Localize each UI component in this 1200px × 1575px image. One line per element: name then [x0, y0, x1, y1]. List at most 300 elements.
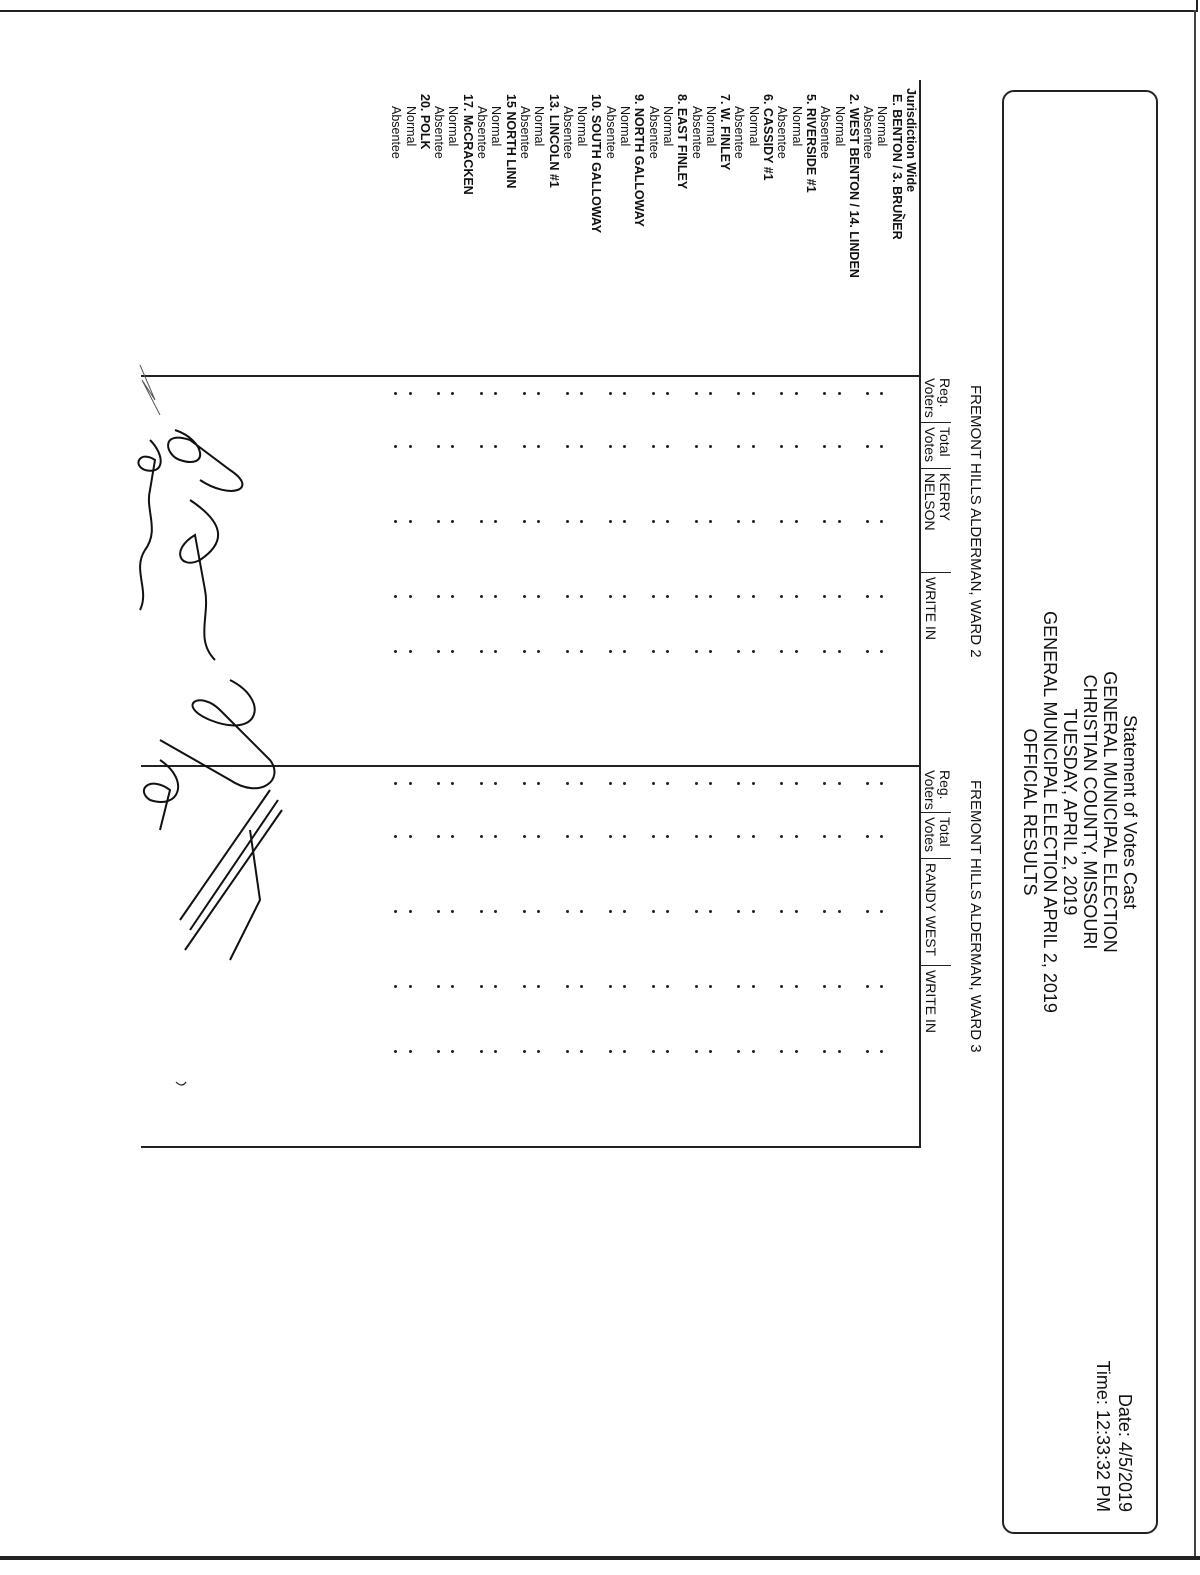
empty-value-dot — [452, 595, 455, 598]
dot-row — [475, 60, 489, 1560]
vote-type-row: Absentee — [389, 106, 404, 159]
dot-row — [904, 60, 918, 1560]
empty-value-dot — [437, 520, 440, 523]
empty-value-dot — [480, 520, 483, 523]
column-header-write-in: WRITE IN — [923, 970, 939, 1033]
empty-value-dot — [823, 650, 826, 653]
empty-value-dot — [752, 835, 755, 838]
empty-value-dot — [452, 392, 455, 395]
empty-value-dot — [795, 392, 798, 395]
empty-value-dot — [409, 985, 412, 988]
empty-value-dot — [737, 595, 740, 598]
empty-value-dot — [580, 392, 583, 395]
empty-value-dot — [838, 782, 841, 785]
empty-value-dot — [780, 910, 783, 913]
empty-value-dot — [480, 650, 483, 653]
empty-value-dot — [823, 1050, 826, 1053]
empty-value-dot — [666, 650, 669, 653]
empty-value-dot — [480, 595, 483, 598]
empty-value-dot — [737, 445, 740, 448]
empty-value-dot — [394, 782, 397, 785]
column-separator — [921, 468, 951, 469]
vote-type-row: Normal — [660, 106, 675, 147]
empty-value-dot — [666, 835, 669, 838]
empty-value-dot — [866, 835, 869, 838]
dot-row — [746, 60, 760, 1560]
empty-value-dot — [394, 520, 397, 523]
dot-row — [775, 60, 789, 1560]
empty-value-dot — [609, 835, 612, 838]
empty-value-dot — [866, 392, 869, 395]
empty-value-dot — [409, 782, 412, 785]
empty-value-dot — [652, 595, 655, 598]
empty-value-dot — [780, 985, 783, 988]
empty-value-dot — [780, 595, 783, 598]
report-date: Date: 4/5/2019 — [1115, 1393, 1135, 1512]
vote-type-row: Normal — [532, 106, 547, 147]
report-sheet — [135, 60, 1170, 1560]
empty-value-dot — [780, 392, 783, 395]
empty-value-dot — [838, 1050, 841, 1053]
empty-value-dot — [394, 910, 397, 913]
vote-type-row: Normal — [403, 106, 418, 147]
empty-value-dot — [695, 650, 698, 653]
empty-value-dot — [480, 782, 483, 785]
empty-value-dot — [452, 445, 455, 448]
column-header-reg-voters: Reg. Voters — [922, 378, 953, 418]
empty-value-dot — [795, 1050, 798, 1053]
empty-value-dot — [437, 835, 440, 838]
empty-value-dot — [652, 445, 655, 448]
vote-type-row: Absentee — [775, 106, 790, 159]
empty-value-dot — [494, 520, 497, 523]
empty-value-dot — [566, 835, 569, 838]
empty-value-dot — [609, 392, 612, 395]
dot-row — [761, 60, 775, 1560]
empty-value-dot — [709, 910, 712, 913]
vote-type-row: Normal — [703, 106, 718, 147]
empty-value-dot — [695, 782, 698, 785]
empty-value-dot — [580, 520, 583, 523]
empty-value-dot — [437, 392, 440, 395]
jurisdiction-row: 8. EAST FINLEY — [675, 94, 690, 190]
empty-value-dot — [695, 445, 698, 448]
empty-value-dot — [566, 595, 569, 598]
empty-value-dot — [795, 910, 798, 913]
empty-value-dot — [880, 595, 883, 598]
empty-value-dot — [880, 445, 883, 448]
empty-value-dot — [795, 650, 798, 653]
dot-row — [732, 60, 746, 1560]
empty-value-dot — [709, 985, 712, 988]
dot-row — [603, 60, 617, 1560]
vote-type-row: Absentee — [646, 106, 661, 159]
empty-value-dot — [394, 392, 397, 395]
empty-value-dot — [609, 650, 612, 653]
empty-value-dot — [780, 650, 783, 653]
empty-value-dot — [523, 392, 526, 395]
empty-value-dot — [566, 782, 569, 785]
empty-value-dot — [737, 1050, 740, 1053]
dot-row — [546, 60, 560, 1560]
empty-value-dot — [480, 910, 483, 913]
empty-value-dot — [709, 835, 712, 838]
empty-value-dot — [709, 595, 712, 598]
empty-value-dot — [737, 910, 740, 913]
column-separator — [921, 812, 951, 813]
dot-row — [432, 60, 446, 1560]
empty-value-dot — [838, 392, 841, 395]
empty-value-dot — [880, 392, 883, 395]
empty-value-dot — [409, 1050, 412, 1053]
empty-value-dot — [623, 445, 626, 448]
dot-row — [889, 60, 903, 1560]
empty-value-dot — [695, 985, 698, 988]
report-time: Time: 12:33:32 PM — [1093, 1360, 1113, 1512]
empty-value-dot — [709, 445, 712, 448]
empty-value-dot — [437, 1050, 440, 1053]
vote-type-row: Absentee — [689, 106, 704, 159]
empty-value-dot — [537, 650, 540, 653]
empty-value-dot — [780, 782, 783, 785]
empty-value-dot — [494, 445, 497, 448]
empty-value-dot — [452, 520, 455, 523]
vote-type-row: Normal — [875, 106, 890, 147]
empty-value-dot — [866, 520, 869, 523]
empty-value-dot — [652, 985, 655, 988]
dot-row — [875, 60, 889, 1560]
empty-value-dot — [394, 595, 397, 598]
empty-value-dot — [537, 910, 540, 913]
empty-value-dot — [437, 910, 440, 913]
vote-type-row: Normal — [489, 106, 504, 147]
empty-value-dot — [695, 835, 698, 838]
dot-row — [718, 60, 732, 1560]
jurisdiction-row: 10. SOUTH GALLOWAY — [589, 94, 604, 234]
empty-value-dot — [838, 910, 841, 913]
race-title-ward-3: FREMONT HILLS ALDERMAN, WARD 3 — [967, 780, 984, 1053]
empty-value-dot — [866, 445, 869, 448]
dot-row — [704, 60, 718, 1560]
empty-value-dot — [866, 1050, 869, 1053]
jurisdiction-row: 13. LINCOLN #1 — [546, 94, 561, 188]
empty-value-dot — [880, 782, 883, 785]
dot-row — [575, 60, 589, 1560]
empty-value-dot — [609, 520, 612, 523]
dot-row — [389, 60, 403, 1560]
jurisdiction-row: 5. RIVERSIDE #1 — [803, 94, 818, 193]
empty-value-dot — [566, 520, 569, 523]
vote-type-row: Absentee — [475, 106, 490, 159]
empty-value-dot — [494, 782, 497, 785]
empty-value-dot — [823, 392, 826, 395]
empty-value-dot — [838, 650, 841, 653]
empty-value-dot — [709, 520, 712, 523]
empty-value-dot — [838, 985, 841, 988]
empty-value-dot — [452, 985, 455, 988]
dot-row — [818, 60, 832, 1560]
empty-value-dot — [709, 782, 712, 785]
jurisdiction-row: 7. W. FINLEY — [718, 94, 733, 171]
column-header-total-votes: Total Votes — [922, 427, 953, 463]
jurisdiction-row: 17. McCRACKEN — [460, 94, 475, 195]
vote-count-grid — [389, 60, 918, 1560]
dot-row — [661, 60, 675, 1560]
empty-value-dot — [795, 782, 798, 785]
report-title — [1020, 592, 1140, 1032]
dot-row — [804, 60, 818, 1560]
empty-value-dot — [695, 1050, 698, 1053]
empty-value-dot — [409, 910, 412, 913]
empty-value-dot — [609, 595, 612, 598]
empty-value-dot — [838, 595, 841, 598]
vote-type-row: Absentee — [861, 106, 876, 159]
empty-value-dot — [452, 910, 455, 913]
empty-value-dot — [780, 1050, 783, 1053]
empty-value-dot — [494, 835, 497, 838]
empty-value-dot — [523, 520, 526, 523]
empty-value-dot — [709, 650, 712, 653]
empty-value-dot — [666, 445, 669, 448]
empty-value-dot — [523, 910, 526, 913]
dot-row — [632, 60, 646, 1560]
empty-value-dot — [452, 835, 455, 838]
title-line: GENERAL MUNICIPAL ELECTION APRIL 2, 2019 — [1040, 611, 1060, 1013]
empty-value-dot — [652, 520, 655, 523]
empty-value-dot — [580, 650, 583, 653]
empty-value-dot — [580, 835, 583, 838]
empty-value-dot — [580, 782, 583, 785]
empty-value-dot — [695, 392, 698, 395]
empty-value-dot — [437, 985, 440, 988]
empty-value-dot — [780, 445, 783, 448]
empty-value-dot — [666, 595, 669, 598]
dot-row — [589, 60, 603, 1560]
empty-value-dot — [394, 835, 397, 838]
dot-row — [832, 60, 846, 1560]
title-line: Statement of Votes Cast — [1120, 714, 1140, 910]
stray-mark — [174, 1080, 188, 1090]
empty-value-dot — [752, 910, 755, 913]
dot-row — [689, 60, 703, 1560]
dot-row — [518, 60, 532, 1560]
empty-value-dot — [480, 985, 483, 988]
dot-row — [561, 60, 575, 1560]
empty-value-dot — [838, 835, 841, 838]
empty-value-dot — [623, 1050, 626, 1053]
dot-row — [461, 60, 475, 1560]
column-header-write-in: WRITE IN — [923, 577, 939, 640]
empty-value-dot — [652, 392, 655, 395]
empty-value-dot — [609, 910, 612, 913]
jurisdiction-row: 2. WEST BENTON / 14. LINDEN — [846, 94, 861, 278]
column-separator — [921, 572, 951, 573]
empty-value-dot — [838, 520, 841, 523]
column-header-candidate-randy-west: RANDY WEST — [923, 863, 939, 957]
column-separator — [921, 422, 951, 423]
empty-value-dot — [609, 782, 612, 785]
empty-value-dot — [494, 595, 497, 598]
empty-value-dot — [537, 782, 540, 785]
empty-value-dot — [823, 445, 826, 448]
vote-type-row: Normal — [446, 106, 461, 147]
empty-value-dot — [666, 520, 669, 523]
empty-value-dot — [537, 392, 540, 395]
empty-value-dot — [623, 835, 626, 838]
empty-value-dot — [437, 782, 440, 785]
empty-value-dot — [537, 445, 540, 448]
jurisdiction-row: 15 NORTH LINN — [503, 94, 518, 189]
empty-value-dot — [494, 392, 497, 395]
empty-value-dot — [523, 782, 526, 785]
empty-value-dot — [523, 595, 526, 598]
empty-value-dot — [494, 1050, 497, 1053]
empty-value-dot — [437, 595, 440, 598]
empty-value-dot — [880, 520, 883, 523]
report-timestamp — [1092, 1361, 1136, 1512]
empty-value-dot — [880, 650, 883, 653]
empty-value-dot — [409, 392, 412, 395]
empty-value-dot — [580, 1050, 583, 1053]
empty-value-dot — [737, 520, 740, 523]
empty-value-dot — [494, 985, 497, 988]
column-header-reg-voters: Reg. Voters — [922, 770, 953, 810]
empty-value-dot — [752, 1050, 755, 1053]
empty-value-dot — [652, 1050, 655, 1053]
empty-value-dot — [823, 782, 826, 785]
empty-value-dot — [666, 985, 669, 988]
empty-value-dot — [480, 445, 483, 448]
title-line: TUESDAY, APRIL 2, 2019 — [1060, 708, 1080, 916]
empty-value-dot — [709, 392, 712, 395]
empty-value-dot — [823, 910, 826, 913]
empty-value-dot — [480, 835, 483, 838]
empty-value-dot — [795, 835, 798, 838]
empty-value-dot — [394, 650, 397, 653]
vote-type-row: Normal — [832, 106, 847, 147]
empty-value-dot — [537, 1050, 540, 1053]
vote-type-row: Absentee — [432, 106, 447, 159]
empty-value-dot — [394, 1050, 397, 1053]
empty-value-dot — [695, 595, 698, 598]
dot-row — [418, 60, 432, 1560]
stray-mark — [897, 212, 907, 222]
empty-value-dot — [866, 985, 869, 988]
empty-value-dot — [566, 910, 569, 913]
jurisdiction-row: 20. POLK — [417, 94, 432, 150]
column-separator — [921, 858, 951, 859]
signature-image — [130, 360, 290, 980]
empty-value-dot — [752, 650, 755, 653]
empty-value-dot — [523, 985, 526, 988]
empty-value-dot — [494, 650, 497, 653]
empty-value-dot — [566, 650, 569, 653]
empty-value-dot — [752, 445, 755, 448]
jurisdiction-row: E. BENTON / 3. BRUNER — [889, 94, 904, 240]
empty-value-dot — [752, 985, 755, 988]
dot-row — [532, 60, 546, 1560]
empty-value-dot — [623, 650, 626, 653]
report-header-box — [1002, 90, 1158, 1534]
vote-type-row: Absentee — [603, 106, 618, 159]
empty-value-dot — [737, 392, 740, 395]
empty-value-dot — [795, 520, 798, 523]
empty-value-dot — [437, 445, 440, 448]
page-border-right — [1194, 10, 1196, 1558]
empty-value-dot — [709, 1050, 712, 1053]
empty-value-dot — [409, 835, 412, 838]
empty-value-dot — [652, 782, 655, 785]
empty-value-dot — [795, 985, 798, 988]
vote-type-row: Absentee — [732, 106, 747, 159]
empty-value-dot — [480, 392, 483, 395]
empty-value-dot — [695, 520, 698, 523]
empty-value-dot — [623, 985, 626, 988]
vote-type-row: Normal — [746, 106, 761, 147]
empty-value-dot — [866, 910, 869, 913]
empty-value-dot — [523, 1050, 526, 1053]
empty-value-dot — [880, 985, 883, 988]
header-rule — [919, 80, 921, 1146]
column-separator — [921, 965, 951, 966]
empty-value-dot — [880, 835, 883, 838]
empty-value-dot — [823, 595, 826, 598]
empty-value-dot — [566, 445, 569, 448]
empty-value-dot — [737, 650, 740, 653]
empty-value-dot — [666, 910, 669, 913]
empty-value-dot — [752, 520, 755, 523]
empty-value-dot — [795, 445, 798, 448]
dot-row — [646, 60, 660, 1560]
empty-value-dot — [623, 782, 626, 785]
empty-value-dot — [652, 650, 655, 653]
empty-value-dot — [409, 445, 412, 448]
empty-value-dot — [823, 835, 826, 838]
empty-value-dot — [666, 1050, 669, 1053]
empty-value-dot — [566, 985, 569, 988]
vote-type-row: Normal — [618, 106, 633, 147]
vote-type-row: Normal — [789, 106, 804, 147]
empty-value-dot — [537, 835, 540, 838]
empty-value-dot — [566, 1050, 569, 1053]
title-line: CHRISTIAN COUNTY, MISSOURI — [1080, 674, 1100, 950]
empty-value-dot — [623, 392, 626, 395]
empty-value-dot — [866, 782, 869, 785]
empty-value-dot — [866, 595, 869, 598]
column-header-candidate-kerry-nelson: KERRY NELSON — [922, 473, 953, 531]
empty-value-dot — [394, 985, 397, 988]
empty-value-dot — [623, 595, 626, 598]
empty-value-dot — [452, 1050, 455, 1053]
empty-value-dot — [666, 392, 669, 395]
empty-value-dot — [666, 782, 669, 785]
empty-value-dot — [523, 445, 526, 448]
title-line: OFFICIAL RESULTS — [1020, 728, 1040, 896]
vote-type-row: Absentee — [517, 106, 532, 159]
empty-value-dot — [752, 595, 755, 598]
empty-value-dot — [537, 595, 540, 598]
empty-value-dot — [623, 520, 626, 523]
empty-value-dot — [409, 520, 412, 523]
empty-value-dot — [737, 985, 740, 988]
empty-value-dot — [752, 392, 755, 395]
empty-value-dot — [437, 650, 440, 653]
empty-value-dot — [580, 985, 583, 988]
empty-value-dot — [409, 650, 412, 653]
vote-type-row: Absentee — [560, 106, 575, 159]
empty-value-dot — [752, 782, 755, 785]
empty-value-dot — [537, 520, 540, 523]
